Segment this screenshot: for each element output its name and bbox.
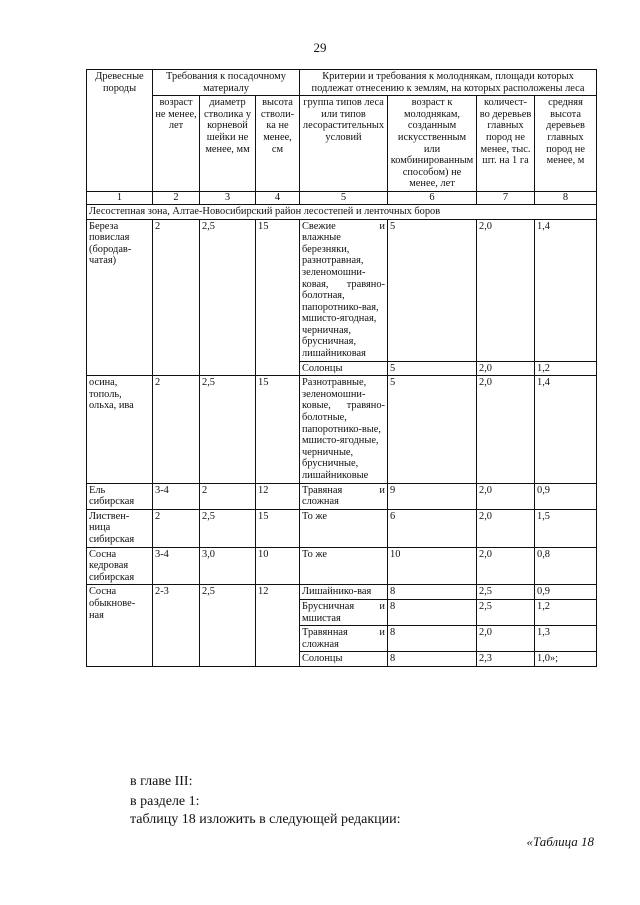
forest-requirements-table (86, 69, 597, 667)
header-count: количест-во деревьев главных пород не менее, тыс. шт. на 1 га (477, 96, 535, 192)
count-cell: 2,0 (477, 509, 535, 547)
height-cell: 10 (256, 547, 300, 585)
column-number: 8 (535, 191, 597, 204)
diameter-cell: 2,5 (200, 585, 256, 667)
column-number: 3 (200, 191, 256, 204)
species-cell: Сосна обыкнове-ная (87, 585, 153, 667)
count-cell: 2,3 (477, 652, 535, 667)
header-forest-type: группа типов леса или типов лесорастительных условий (300, 96, 388, 192)
young-age-cell: 8 (388, 599, 477, 625)
forest-type-cell: Солонцы (300, 361, 388, 376)
forest-type-cell: То же (300, 509, 388, 547)
young-age-cell: 6 (388, 509, 477, 547)
header-planting-material: Требования к посадочному материалу (153, 70, 300, 96)
forest-type-cell: Травяная и сложная (300, 483, 388, 509)
count-cell: 2,0 (477, 219, 535, 361)
avg-height-cell: 1,4 (535, 376, 597, 483)
column-number: 5 (300, 191, 388, 204)
header-age: возраст не менее, лет (153, 96, 200, 192)
species-cell: Береза повислая (бородав-чатая) (87, 219, 153, 376)
count-cell: 2,5 (477, 599, 535, 625)
table-row (87, 219, 597, 361)
height-cell: 15 (256, 376, 300, 483)
table-row (87, 585, 597, 600)
diameter-cell: 2,5 (200, 219, 256, 376)
avg-height-cell: 1,4 (535, 219, 597, 361)
age-cell: 3-4 (153, 547, 200, 585)
height-cell: 12 (256, 483, 300, 509)
count-cell: 2,0 (477, 376, 535, 483)
header-species: Древесные породы (87, 70, 153, 192)
height-cell: 15 (256, 509, 300, 547)
text-table-18-instruction: таблицу 18 изложить в следующей редакции: (130, 812, 401, 827)
column-number: 6 (388, 191, 477, 204)
header-row-top (87, 70, 597, 96)
zone-row (87, 204, 597, 219)
header-avg-height: средняя высота деревьев главных пород не менее, м (535, 96, 597, 192)
avg-height-cell: 1,5 (535, 509, 597, 547)
species-cell: осина, тополь, ольха, ива (87, 376, 153, 483)
forest-type-cell: Брусничная и мшистая (300, 599, 388, 625)
zone-title: Лесостепная зона, Алтае-Новосибирский район лесостепей и ленточных боров (87, 204, 597, 219)
avg-height-cell: 0,9 (535, 585, 597, 600)
forest-type-cell: Разнотравные, зеленомошни-ковые, травяно-болотные, папоротнико-вые, мшисто-ягодные, черничные, брусничные, лишайниковые (300, 376, 388, 483)
forest-type-cell: Солонцы (300, 652, 388, 667)
column-number: 4 (256, 191, 300, 204)
table-18-caption: «Таблица 18 (526, 834, 594, 849)
header-diameter: диаметр стволика у корневой шейки не менее, мм (200, 96, 256, 192)
forest-type-cell: То же (300, 547, 388, 585)
table-row (87, 376, 597, 483)
diameter-cell: 3,0 (200, 547, 256, 585)
diameter-cell: 2,5 (200, 376, 256, 483)
header-criteria: Критерии и требования к молоднякам, площади которых подлежат отнесению к землям, на которых расположены леса (300, 70, 597, 96)
avg-height-cell: 1,3 (535, 626, 597, 652)
species-cell: Ель сибирская (87, 483, 153, 509)
age-cell: 3-4 (153, 483, 200, 509)
column-number: 7 (477, 191, 535, 204)
avg-height-cell: 0,9 (535, 483, 597, 509)
young-age-cell: 8 (388, 585, 477, 600)
header-young-age: возраст к молоднякам, созданным искусственным или комбинированным способом) не менее, лет (388, 96, 477, 192)
young-age-cell: 5 (388, 361, 477, 376)
count-cell: 2,0 (477, 626, 535, 652)
column-numbers-row (87, 191, 597, 204)
young-age-cell: 8 (388, 652, 477, 667)
young-age-cell: 8 (388, 626, 477, 652)
age-cell: 2 (153, 376, 200, 483)
page-number: 29 (313, 40, 327, 55)
avg-height-cell: 1,2 (535, 599, 597, 625)
count-cell: 2,5 (477, 585, 535, 600)
diameter-cell: 2,5 (200, 509, 256, 547)
forest-type-cell: Лишайнико-вая (300, 585, 388, 600)
table-row (87, 547, 597, 585)
text-section-1: в разделе 1: (130, 794, 200, 809)
avg-height-cell: 1,2 (535, 361, 597, 376)
column-number: 1 (87, 191, 153, 204)
young-age-cell: 9 (388, 483, 477, 509)
age-cell: 2-3 (153, 585, 200, 667)
young-age-cell: 5 (388, 376, 477, 483)
table-row (87, 483, 597, 509)
species-cell: Сосна кедровая сибирская (87, 547, 153, 585)
count-cell: 2,0 (477, 483, 535, 509)
avg-height-cell: 0,8 (535, 547, 597, 585)
avg-height-cell: 1,0»; (535, 652, 597, 667)
forest-type-cell: Свежие и влажные березняки, разнотравная, зеленомошни-ковая, травяно-болотная, папоротнико-вая, мшисто-ягодная, черничная, брусничная, лишайниковая (300, 219, 388, 361)
count-cell: 2,0 (477, 361, 535, 376)
height-cell: 12 (256, 585, 300, 667)
table-row (87, 509, 597, 547)
column-number: 2 (153, 191, 200, 204)
diameter-cell: 2 (200, 483, 256, 509)
height-cell: 15 (256, 219, 300, 376)
count-cell: 2,0 (477, 547, 535, 585)
header-height: высота стволи-ка не менее, см (256, 96, 300, 192)
age-cell: 2 (153, 219, 200, 376)
forest-type-cell: Травянная и сложная (300, 626, 388, 652)
young-age-cell: 5 (388, 219, 477, 361)
header-row-sub (87, 96, 597, 192)
species-cell: Листвен-ница сибирская (87, 509, 153, 547)
text-chapter-3: в главе III: (130, 774, 193, 789)
young-age-cell: 10 (388, 547, 477, 585)
age-cell: 2 (153, 509, 200, 547)
